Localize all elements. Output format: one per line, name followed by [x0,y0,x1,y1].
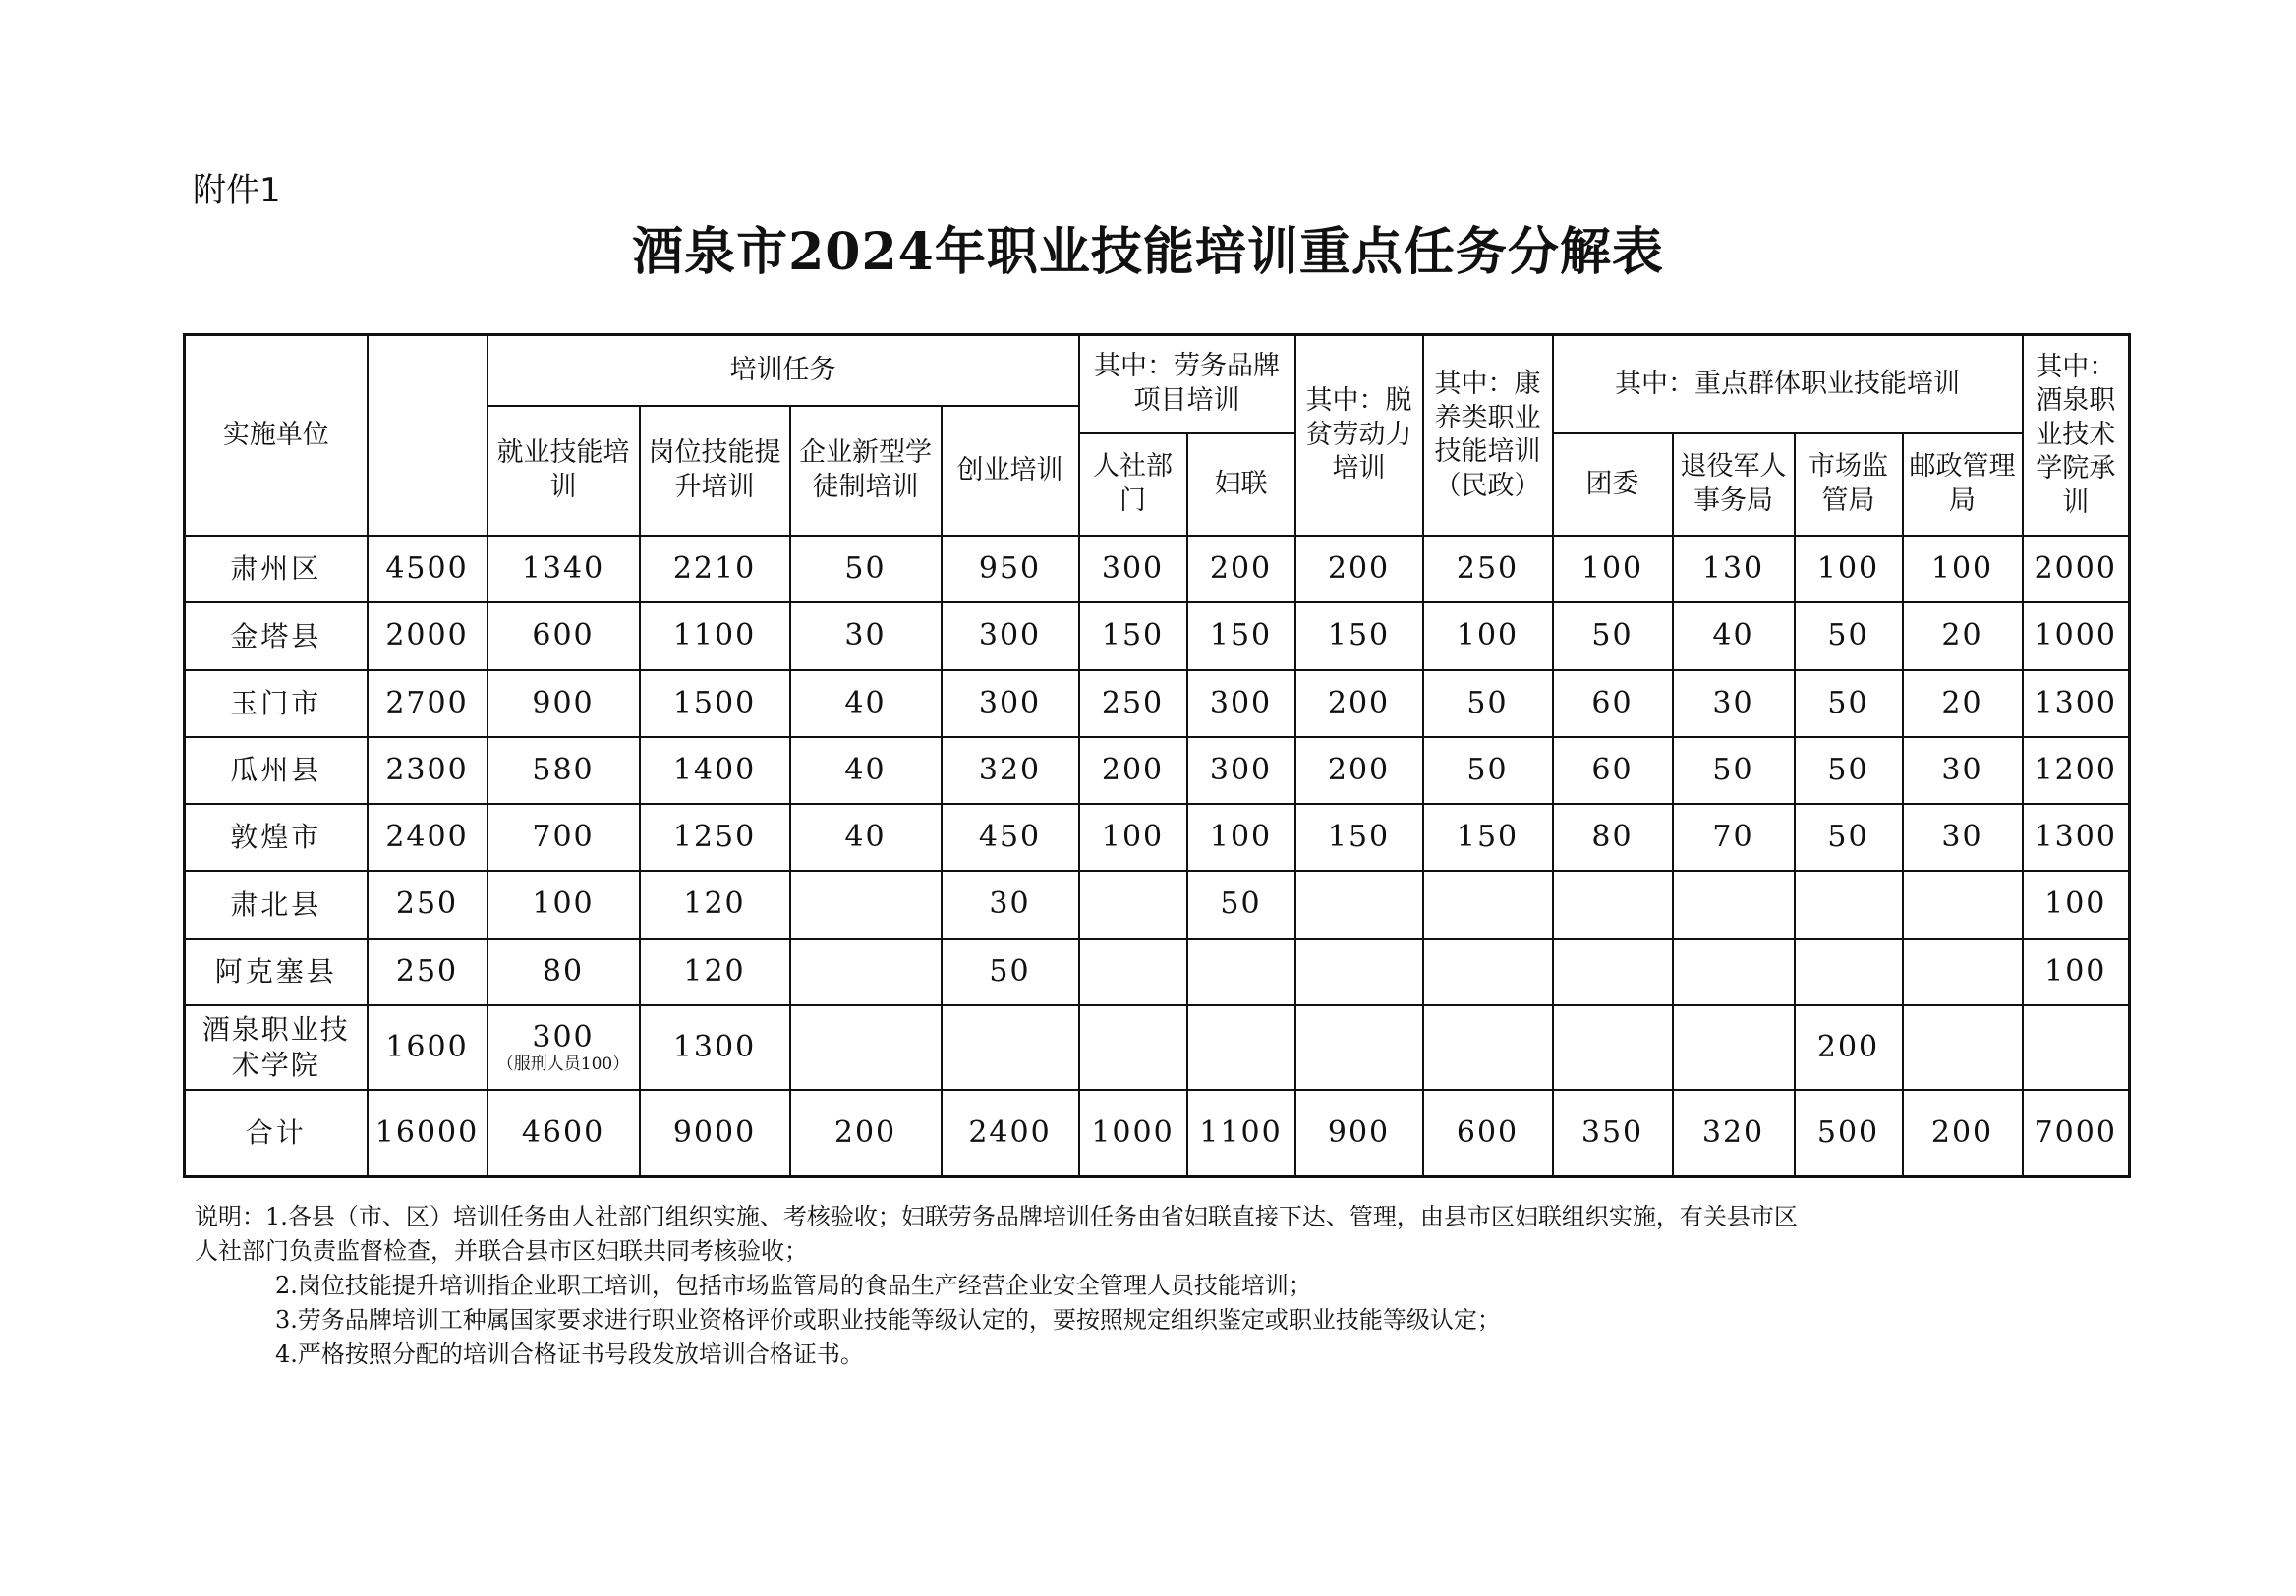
cell-college: 100 [2023,871,2130,938]
cell-postal: 200 [1903,1090,2023,1176]
cell-total: 2700 [368,670,488,737]
cell-emp: 4600 [488,1090,640,1176]
note-1a: 说明：1.各县（市、区）培训任务由人社部门组织实施、考核验收；妇联劳务品牌培训任务由省妇联直接下达、管理，由县市区妇联组织实施，有关县市区 [195,1203,1798,1230]
cell-wf: 50 [1187,871,1295,938]
header-market-reg: 市场监管局 [1795,433,1903,536]
cell-post: 1100 [640,602,790,669]
cell-hrss [1079,939,1187,1005]
cell-entre: 300 [942,602,1079,669]
cell-youth: 80 [1553,804,1673,871]
cell-entre: 950 [942,536,1079,602]
cell-youth [1553,1005,1673,1090]
cell-wf [1187,1005,1295,1090]
cell-hrss: 200 [1079,737,1187,804]
cell-care: 250 [1423,536,1553,602]
cell-market [1795,939,1903,1005]
header-training-task: 培训任务 [488,335,1079,406]
cell-care: 50 [1423,670,1553,737]
header-veterans: 退役军人事务局 [1673,433,1795,536]
cell-appr: 40 [790,737,942,804]
cell-total: 250 [368,871,488,938]
cell-youth: 50 [1553,602,1673,669]
cell-vet: 320 [1673,1090,1795,1176]
notes [195,1200,2121,1372]
header-college-undertake: 其中：酒泉职业技术学院承训 [2023,335,2130,537]
cell-post: 1300 [640,1005,790,1090]
cell-emp: 1340 [488,536,640,602]
cell-poverty: 200 [1295,670,1423,737]
cell-poverty: 150 [1295,804,1423,871]
cell-care [1423,939,1553,1005]
cell-college: 2000 [2023,536,2130,602]
note-2: 2.岗位技能提升培训指企业职工培训，包括市场监管局的食品生产经营企业安全管理人员技能培训； [275,1272,1312,1299]
cell-emp [488,1005,640,1090]
cell-vet: 130 [1673,536,1795,602]
header-care-skills: 其中：康养类职业技能培训（民政） [1423,335,1553,537]
cell-emp: 900 [488,670,640,737]
cell-hrss: 150 [1079,602,1187,669]
cell-market: 100 [1795,536,1903,602]
cell-emp-value: 300 [532,1019,595,1054]
cell-postal: 30 [1903,737,2023,804]
cell-entre: 50 [942,939,1079,1005]
cell-care: 50 [1423,737,1553,804]
unit-cell: 金塔县 [185,602,368,669]
task-table [183,333,2131,1178]
unit-cell: 玉门市 [185,670,368,737]
cell-youth [1553,871,1673,938]
cell-emp-note: （服刑人员100） [496,1054,630,1075]
cell-college: 1300 [2023,670,2130,737]
cell-vet: 70 [1673,804,1795,871]
cell-emp: 80 [488,939,640,1005]
table-row [185,670,2130,737]
cell-appr [790,871,942,938]
cell-total: 4500 [368,536,488,602]
cell-poverty: 200 [1295,737,1423,804]
cell-wf: 100 [1187,804,1295,871]
cell-care: 600 [1423,1090,1553,1176]
unit-cell: 肃州区 [185,536,368,602]
table-row [185,536,2130,602]
cell-post: 1400 [640,737,790,804]
cell-post: 1250 [640,804,790,871]
cell-wf: 300 [1187,670,1295,737]
cell-youth: 60 [1553,737,1673,804]
unit-cell: 酒泉职业技术学院 [185,1005,368,1090]
cell-college: 1200 [2023,737,2130,804]
unit-cell: 敦煌市 [185,804,368,871]
cell-market [1795,871,1903,938]
header-row-1 [185,335,2130,406]
cell-hrss [1079,871,1187,938]
cell-total: 2400 [368,804,488,871]
cell-care [1423,1005,1553,1090]
cell-vet [1673,871,1795,938]
cell-total: 1600 [368,1005,488,1090]
cell-emp: 100 [488,871,640,938]
table-row [185,804,2130,871]
header-post-skills: 岗位技能提升培训 [640,406,790,536]
cell-entre: 30 [942,871,1079,938]
header-postal: 邮政管理局 [1903,433,2023,536]
cell-youth: 100 [1553,536,1673,602]
cell-appr: 50 [790,536,942,602]
cell-college: 100 [2023,939,2130,1005]
cell-vet: 50 [1673,737,1795,804]
cell-wf: 200 [1187,536,1295,602]
cell-appr: 200 [790,1090,942,1176]
header-key-groups: 其中：重点群体职业技能培训 [1553,335,2023,433]
header-apprentice: 企业新型学徒制培训 [790,406,942,536]
cell-total: 16000 [368,1090,488,1176]
header-total [368,335,488,537]
header-labor-brand: 其中：劳务品牌项目培训 [1079,335,1295,433]
cell-vet [1673,939,1795,1005]
cell-appr: 40 [790,670,942,737]
cell-market: 200 [1795,1005,1903,1090]
cell-wf: 300 [1187,737,1295,804]
cell-emp: 700 [488,804,640,871]
table-row [185,1005,2130,1090]
cell-hrss: 300 [1079,536,1187,602]
cell-hrss [1079,1005,1187,1090]
cell-post: 120 [640,871,790,938]
cell-hrss: 1000 [1079,1090,1187,1176]
cell-market: 50 [1795,602,1903,669]
cell-wf: 150 [1187,602,1295,669]
cell-entre [942,1005,1079,1090]
cell-college: 1300 [2023,804,2130,871]
unit-cell: 阿克塞县 [185,939,368,1005]
cell-total: 250 [368,939,488,1005]
table-row [185,602,2130,669]
cell-entre: 450 [942,804,1079,871]
cell-poverty: 200 [1295,536,1423,602]
unit-cell: 瓜州县 [185,737,368,804]
cell-post: 2210 [640,536,790,602]
note-3: 3.劳务品牌培训工种属国家要求进行职业资格评价或职业技能等级认定的，要按照规定组织鉴定或职业技能等级认定； [275,1306,1501,1334]
cell-market: 50 [1795,737,1903,804]
cell-youth [1553,939,1673,1005]
cell-appr [790,1005,942,1090]
table-row [185,871,2130,938]
note-4: 4.严格按照分配的培训合格证书号段发放培训合格证书。 [275,1340,864,1368]
cell-college: 7000 [2023,1090,2130,1176]
header-womens-fed: 妇联 [1187,433,1295,536]
header-unit: 实施单位 [185,335,368,537]
cell-postal: 20 [1903,670,2023,737]
header-employment-skills: 就业技能培训 [488,406,640,536]
cell-appr: 40 [790,804,942,871]
cell-entre: 320 [942,737,1079,804]
cell-postal: 30 [1903,804,2023,871]
cell-hrss: 250 [1079,670,1187,737]
cell-poverty: 150 [1295,602,1423,669]
cell-market: 50 [1795,804,1903,871]
cell-poverty [1295,871,1423,938]
cell-care: 100 [1423,602,1553,669]
cell-market: 50 [1795,670,1903,737]
header-hrss: 人社部门 [1079,433,1187,536]
cell-appr: 30 [790,602,942,669]
cell-emp: 600 [488,602,640,669]
cell-total: 2000 [368,602,488,669]
unit-cell: 肃北县 [185,871,368,938]
cell-post: 120 [640,939,790,1005]
table-row [185,1090,2130,1176]
cell-youth: 350 [1553,1090,1673,1176]
cell-post: 9000 [640,1090,790,1176]
cell-total: 2300 [368,737,488,804]
attachment-label: 附件1 [193,171,281,210]
cell-vet: 30 [1673,670,1795,737]
cell-post: 1500 [640,670,790,737]
cell-vet [1673,1005,1795,1090]
cell-appr [790,939,942,1005]
cell-postal [1903,1005,2023,1090]
page-title: 酒泉市2024年职业技能培训重点任务分解表 [632,222,1664,282]
cell-postal: 20 [1903,602,2023,669]
cell-wf [1187,939,1295,1005]
unit-cell: 合计 [185,1090,368,1176]
cell-emp: 580 [488,737,640,804]
cell-vet: 40 [1673,602,1795,669]
cell-wf: 1100 [1187,1090,1295,1176]
cell-care: 150 [1423,804,1553,871]
cell-poverty: 900 [1295,1090,1423,1176]
header-entrepreneurship: 创业培训 [942,406,1079,536]
cell-poverty [1295,939,1423,1005]
cell-postal [1903,871,2023,938]
cell-college [2023,1005,2130,1090]
cell-poverty [1295,1005,1423,1090]
cell-postal [1903,939,2023,1005]
table-row [185,939,2130,1005]
cell-college: 1000 [2023,602,2130,669]
cell-market: 500 [1795,1090,1903,1176]
note-1b: 人社部门负责监督检查，并联合县市区妇联共同考核验收； [195,1237,808,1265]
header-youth-league: 团委 [1553,433,1673,536]
cell-hrss: 100 [1079,804,1187,871]
cell-care [1423,871,1553,938]
cell-youth: 60 [1553,670,1673,737]
cell-entre: 2400 [942,1090,1079,1176]
table-row [185,737,2130,804]
cell-entre: 300 [942,670,1079,737]
cell-postal: 100 [1903,536,2023,602]
header-poverty-labor: 其中：脱贫劳动力培训 [1295,335,1423,537]
